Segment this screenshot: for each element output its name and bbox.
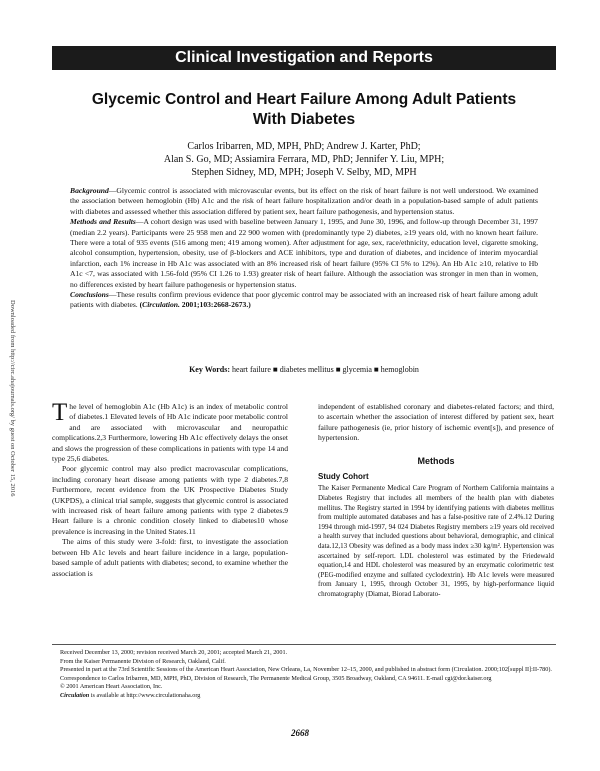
intro-paragraph-3: The aims of this study were 3-fold: first, to investigate the association between Hb A1c levels and heart failure incidence in a large, population-based sample of adult patients with diabetes; second, to examine whether the association is xyxy=(52,537,288,578)
availability-journal: Circulation xyxy=(60,691,90,699)
citation-rest: 2001;103:2668-2673.) xyxy=(179,300,251,310)
citation-journal: Circulation. xyxy=(142,300,180,310)
abstract-background xyxy=(70,186,538,217)
study-cohort-paragraph: The Kaiser Permanente Medical Care Program of Northern California maintains a Diabetes Registry that includes all members of the health plan with diabetes mellitus. The Registry started in 1994 by identifying patients with diabetes mellitus from multiple automated databases and has a false-positive rate of 2.4%.12 During 1994 through mid-1997, 94 024 Diabetes Registry members ≥19 years old received a health survey that included questions about behavioral, demographic, and clinical data.12,13 Obesity was defined as a body mass index ≥30 kg/m². Hypertension was ascertained by self-report. LDL cholesterol was estimated by the Friedewald equation,14 and HDL cholesterol was measured by an enzymatic colorimetric test (PEG-modified enzyme and sulfated cyclodextrin). Hb A1c levels were measured from January 1, 1995, through October 31, 1995, by high-performance liquid chromatography (Diamat, Biorad Laborato- xyxy=(318,484,554,598)
title-line-1: Glycemic Control and Heart Failure Among Adult Patients xyxy=(91,91,517,108)
author-line-3: Stephen Sidney, MD, MPH; Joseph V. Selby, MD, MPH xyxy=(191,167,417,178)
footnote-copyright: © 2001 American Heart Association, Inc. xyxy=(60,683,163,691)
footnote-from: From the Kaiser Permanente Division of Research, Oakland, Calif. xyxy=(60,657,226,665)
footnote-received: Received December 13, 2000; revision received March 20, 2001; accepted March 21, 2001. xyxy=(60,649,288,656)
study-cohort-heading: Study Cohort xyxy=(318,472,369,482)
background-label: Background xyxy=(70,186,109,195)
intro-paragraph-4: independent of established coronary and diabetes-related factors; and third, to ascertain whether the association of interest differed by patient sex, heart failure pathogenesis (ie, prior history of ischemic event[s]), and presence of hypertension. xyxy=(318,402,554,443)
footnote-availability xyxy=(52,692,556,701)
background-text: —Glycemic control is associated with microvascular events, but its effect on the risk of heart failure is not well understood. We examined the association between hemoglobin (Hb) A1c and the risk of heart failure hospitalization and/or death in a population-based sample of adult patients with diabetes and assessed whether this association differed by patient sex, heart failure pathogenesis, and hypertension status. xyxy=(70,186,538,216)
footnotes xyxy=(52,644,556,701)
right-column xyxy=(318,402,554,600)
methods-heading: Methods xyxy=(417,455,455,466)
keywords-text: heart failure ■ diabetes mellitus ■ glycemia ■ hemoglobin xyxy=(232,365,419,374)
citation-open: ( xyxy=(139,300,143,310)
author-list xyxy=(52,140,556,179)
intro-paragraph-1-text: he level of hemoglobin A1c (Hb A1c) is an index of metabolic control of diabetes.1 Elevated levels of Hb A1c indicate poor metabolic control and are associated with microvascular and neuropathic complications.2,3 Furthermore, lowering Hb A1c effectively delays the onset and slows the progression of these complications in patients with type 14 and type 25,6 diabetes. xyxy=(52,402,288,464)
download-note xyxy=(4,300,18,500)
citation xyxy=(140,300,251,309)
conclusions-label: Conclusions xyxy=(70,290,109,300)
abstract-methods xyxy=(70,217,538,290)
availability-text: is available at http://www.circulationaha.org xyxy=(89,691,201,699)
dropcap: T xyxy=(52,399,68,426)
page-number: 2668 xyxy=(291,728,309,738)
author-line-1: Carlos Iribarren, MD, MPH, PhD; Andrew J. Karter, PhD; xyxy=(187,141,421,152)
keywords xyxy=(52,365,556,374)
conclusions-text: —These results confirm previous evidence that poor glycemic control may be associated with an increased risk of heart failure among adult patients with diabetes. xyxy=(70,290,538,310)
intro-paragraph-1 xyxy=(52,399,288,464)
author-line-2: Alan S. Go, MD; Assiamira Ferrara, MD, PhD; Jennifer Y. Liu, MPH; xyxy=(163,154,445,165)
title-line-2: With Diabetes xyxy=(252,111,356,128)
methods-text: —A cohort design was used with baseline between January 1, 1995, and June 30, 1996, and follow-up through December 31, 1997 (median 2.2 years). Participants were 25 958 men and 22 900 women with (predominantly type 2) diabetes, ≥19 years old, with no known heart failure. There were a total of 935 events (516 among men; 419 among women). After adjustment for age, sex, race/ethnicity, education level, cigarette smoking, alcohol consumption, hypertension, obesity, use of β-blockers and ACE inhibitors, type and duration of diabetes, and incidence of interim myocardial infarction, each 1% increase in Hb A1c was associated with an 8% increased risk of heart failure (95% CI 5% to 12%). An Hb A1c ≥10, relative to Hb A1c <7, was associated with 1.56-fold (95% CI 1.26 to 1.93) greater risk of heart failure. Although the association was stronger in men than in women, no differences existed by heart failure pathogenesis or hypertension status. xyxy=(70,217,538,289)
intro-paragraph-2: Poor glycemic control may also predict macrovascular complications, including coronary heart disease among patients with type 2 diabetes.7,8 Furthermore, recent evidence from the UK Prospective Diabetes Study (UKPDS), a clinical trial sample, suggests that glycemic control is associated with increased risk of heart failure among patients with type 2 diabetes.9 Heart failure is a chronic condition closely linked to diabetes10 whose prevalence is increasing in the United States.11 xyxy=(52,464,288,536)
methods-label: Methods and Results xyxy=(70,217,136,227)
abstract-conclusions xyxy=(70,290,538,311)
footnote-correspondence: Correspondence to Carlos Iribarren, MD, MPH, PhD, Division of Research, The Permanente Medical Group, 3505 Broadway, Oakland, CA 94611. E-mail cgi@dor.kaiser.org xyxy=(60,674,492,682)
footnote-presented: Presented in part at the 73rd Scientific Sessions of the American Heart Association, New Orleans, La, November 12–15, 2000, and published in abstract form (Circulation. 2000;102[suppl II]:II-780). xyxy=(60,666,552,674)
article-title xyxy=(52,90,556,130)
download-note-text: Downloaded from http://circ.ahajournals.org/ by guest on October 15, 2016 xyxy=(9,300,16,497)
left-column xyxy=(52,399,288,579)
keywords-label: Key Words: xyxy=(189,365,231,374)
section-banner: Clinical Investigation and Reports xyxy=(52,46,556,70)
abstract xyxy=(70,186,538,311)
